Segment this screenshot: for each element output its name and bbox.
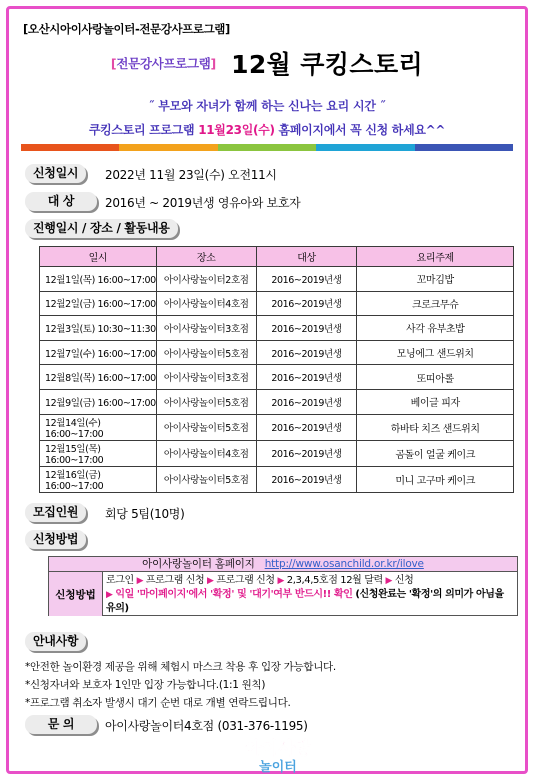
cell-dish: 미니 고구마 케이크 — [357, 466, 514, 492]
capacity-label: 모집인원 — [25, 503, 86, 522]
notice-item: *신청자녀와 보호자 1인만 입장 가능합니다.(1:1 원칙) — [25, 679, 266, 691]
arrow-icon: ▶ — [277, 576, 284, 586]
table-row — [40, 389, 514, 414]
cell-target: 2016~2019년생 — [256, 340, 357, 365]
apply-date-label: 신청일시 — [25, 164, 86, 183]
subtitle-apply-before: 쿠킹스토리 프로그램 — [88, 123, 199, 137]
step-program-apply: 프로그램 신청 — [145, 575, 205, 586]
step-apply: 신청 — [394, 575, 414, 586]
poster-content — [19, 17, 515, 775]
header-target: 대상 — [256, 247, 357, 267]
table-row — [40, 440, 514, 466]
color-stripe-segment — [316, 144, 414, 151]
cell-dish: 크로크무슈 — [357, 291, 514, 316]
method-steps — [103, 572, 517, 616]
method-site-row — [49, 557, 517, 572]
step-calendar: 2,3,4,5호점 12월 달력 — [286, 575, 383, 586]
cell-dish: 곰돌이 얼굴 케이크 — [357, 440, 514, 466]
cell-date: 12월1일(목) 16:00~17:00 — [40, 267, 157, 292]
table-row — [40, 365, 514, 390]
capacity-value: 회당 5팀(10명) — [105, 507, 185, 521]
cell-dish: 베이글 피자 — [357, 389, 514, 414]
arrow-icon: ▶ — [106, 590, 113, 600]
header-place: 장소 — [156, 247, 256, 267]
cell-date: 12월7일(수) 16:00~17:00 — [40, 340, 157, 365]
cell-date: 12월2일(금) 16:00~17:00 — [40, 291, 157, 316]
cell-target: 2016~2019년생 — [256, 267, 357, 292]
ilove-logo — [214, 735, 342, 775]
cell-date: 12월8일(목) 16:00~17:00 — [40, 365, 157, 390]
cell-date: 12월15일(목) 16:00~17:00 — [40, 440, 157, 466]
target-value: 2016년 ~ 2019년생 영유아와 보호자 — [105, 196, 301, 210]
table-row — [40, 316, 514, 341]
cell-target: 2016~2019년생 — [256, 466, 357, 492]
cell-dish: 모닝에그 샌드위치 — [357, 340, 514, 365]
step-login: 로그인 — [106, 575, 134, 586]
cell-date: 12월3일(토) 10:30~11:30 — [40, 316, 157, 341]
subtitle-apply — [19, 121, 515, 138]
table-row — [40, 466, 514, 492]
subtitle-apply-after: 홈페이지에서 꼭 신청 하세요^^ — [274, 123, 446, 137]
notice-list — [25, 658, 336, 712]
logo-text-sub: 놀이터 — [259, 760, 297, 775]
site-label: 아이사랑놀이터 홈페이지 — [142, 558, 255, 570]
table-header-row — [40, 247, 514, 267]
cell-place: 아이사랑놀이터5호점 — [156, 340, 256, 365]
color-stripe-segment — [218, 144, 316, 151]
table-row — [40, 267, 514, 292]
arrow-icon: ▶ — [207, 576, 214, 586]
method-box — [48, 556, 518, 616]
cell-target: 2016~2019년생 — [256, 389, 357, 414]
cell-date: 12월14일(수) 16:00~17:00 — [40, 414, 157, 440]
cell-dish: 사각 유부초밥 — [357, 316, 514, 341]
schedule-section-label: 진행일시 / 장소 / 활동내용 — [25, 219, 178, 238]
cell-place: 아이사랑놀이터5호점 — [156, 466, 256, 492]
title-row — [19, 45, 515, 85]
page-title: 12월 쿠킹스토리 — [231, 50, 424, 79]
program-tag — [111, 54, 216, 72]
cell-dish: 또띠아롤 — [357, 365, 514, 390]
method-section-label: 신청방법 — [25, 530, 86, 549]
cell-target: 2016~2019년생 — [256, 365, 357, 390]
notice-item: *안전한 놀이환경 제공을 위해 체험시 마스크 착용 후 입장 가능합니다. — [25, 661, 336, 673]
tag-open-bracket: [ — [110, 56, 117, 71]
step-program-apply-2: 프로그램 신청 — [216, 575, 275, 586]
contact-label: 문 의 — [25, 715, 97, 734]
cell-dish: 하바타 치즈 샌드위치 — [357, 414, 514, 440]
apply-date-value: 2022년 11월 23일(수) 오전11시 — [105, 168, 277, 182]
cell-target: 2016~2019년생 — [256, 316, 357, 341]
poster-frame — [6, 6, 528, 774]
contact-value: 아이사랑놀이터4호점 (031-376-1195) — [105, 719, 308, 733]
table-row — [40, 414, 514, 440]
cell-target: 2016~2019년생 — [256, 414, 357, 440]
notice-item: *프로그램 취소자 발생시 대기 순번 대로 개별 연락드립니다. — [25, 697, 291, 709]
arrow-icon: ▶ — [385, 576, 393, 586]
arrow-icon: ▶ — [136, 576, 144, 586]
cell-dish: 꼬마김밥 — [357, 267, 514, 292]
color-stripe-segment — [21, 144, 119, 151]
subtitle-slogan: ˝ 부모와 자녀가 함께 하는 신나는 요리 시간 ˝ — [148, 99, 386, 113]
method-note-caution: (신청완료는 '확정'의 의미가 아님을 유의) — [106, 589, 504, 614]
cell-date: 12월9일(금) 16:00~17:00 — [40, 389, 157, 414]
cell-target: 2016~2019년생 — [256, 291, 357, 316]
cell-place: 아이사랑놀이터5호점 — [156, 414, 256, 440]
notice-label: 안내사항 — [25, 632, 86, 651]
program-kicker: [오산시아이사랑놀이터-전문강사프로그램] — [23, 22, 230, 36]
color-stripe-segment — [119, 144, 217, 151]
cell-place: 아이사랑놀이터4호점 — [156, 291, 256, 316]
color-stripe-segment — [415, 144, 513, 151]
homepage-link[interactable]: http://www.osanchild.or.kr/ilove — [264, 558, 424, 570]
target-label: 대 상 — [25, 192, 97, 211]
table-row — [40, 291, 514, 316]
cell-date: 12월16일(금) 16:00~17:00 — [40, 466, 157, 492]
tag-close-bracket: ] — [210, 56, 216, 71]
header-date: 일시 — [40, 247, 157, 267]
header-dish: 요리주제 — [357, 247, 514, 267]
method-row-label: 신청방법 — [49, 572, 103, 616]
cell-target: 2016~2019년생 — [256, 440, 357, 466]
color-stripe — [21, 144, 513, 151]
logo-text-main: 아이사랑 — [245, 739, 311, 759]
subtitle-apply-date: 11월23일(수) — [198, 123, 275, 137]
cell-place: 아이사랑놀이터3호점 — [156, 316, 256, 341]
cell-place: 아이사랑놀이터3호점 — [156, 365, 256, 390]
method-note-important: 익일 '마이페이지'에서 '확정' 및 '대기'여부 반드시!! 확인 — [115, 589, 353, 600]
method-steps-row — [49, 572, 517, 616]
schedule-table — [39, 246, 514, 493]
cell-place: 아이사랑놀이터4호점 — [156, 440, 256, 466]
table-row — [40, 340, 514, 365]
cell-place: 아이사랑놀이터2호점 — [156, 267, 256, 292]
tag-text: 전문강사프로그램 — [116, 56, 211, 71]
cell-place: 아이사랑놀이터5호점 — [156, 389, 256, 414]
